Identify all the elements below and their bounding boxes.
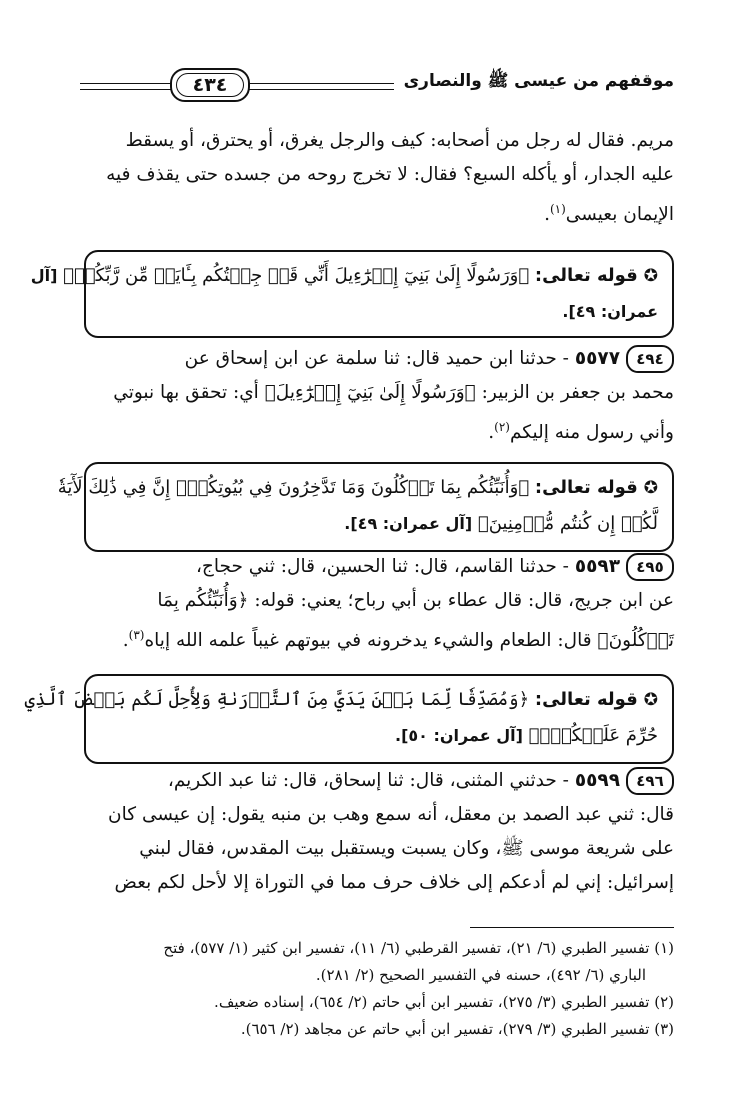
text-line: على شريعة موسى ﷺ، وكان يسبت ويستقبل بيت المقدس، فقال لبني — [139, 838, 674, 859]
verse-text: ﴿وَمُصَدِّقٗا لِّمَا بَيۡنَ يَدَيَّ مِنَ ٱلتَّوۡرَىٰةِ وَلِأُحِلَّ لَكُم بَعۡضَ ٱلَّذِي — [24, 689, 530, 710]
footnote: (٣) تفسير الطبري (٣/ ٢٧٩)، تفسير ابن أبي حاتم عن مجاهد (٢/ ٦٥٦). — [240, 1020, 674, 1038]
text-line: الإيمان بعيسى — [565, 204, 674, 226]
verse-reference: [آل عمران: ٤٩]. — [344, 514, 473, 533]
text-line: مريم. فقال له رجل من أصحابه: كيف والرجل يغرق، أو يحترق، أو يسقط — [125, 130, 674, 151]
hadith-id: ٥٥٩٣ — [574, 556, 620, 577]
text-line: محمد بن جعفر بن الزبير: ﴿وَرَسُولًا إِلَىٰ بَنِيٓ إِسۡرَٰٓءِيلَ﴾ أي: تحقق بها نبوتي — [113, 382, 674, 403]
hadith-entry: ٤٩٤٥٥٧٧ - حدثنا ابن حميد قال: ثنا سلمة عن ابن إسحاق عن محمد بن جعفر بن الزبير: ﴿وَرَسُولًا إِلَىٰ بَنِيٓ إِسۡرَٰٓءِيلَ﴾ أي: تحقق بها نبوتي وأني رسول منه إليكم$^{(٢)}$. — [76, 342, 674, 444]
footnote-ref[interactable]: (٣) — [128, 628, 145, 642]
verse-text: ﴿وَأُنَبِّئُكُم بِمَا تَأۡكُلُونَ وَمَا تَدَّخِرُونَ فِي بُيُوتِكُمۡۚ إِنَّ فِي ذَٰلِكَ لَأٓيَةٗ — [57, 477, 530, 498]
verse-reference: عمران: ٤٩]. — [562, 302, 658, 321]
hadith-number-badge: ٤٩٥ — [626, 553, 674, 581]
verse-lead: قوله تعالى: — [534, 265, 638, 286]
verse-box — [24, 674, 674, 764]
footnotes — [76, 935, 674, 1043]
verse-text: حُرِّمَ عَلَيۡكُمۡۚ﴾ — [528, 725, 658, 746]
footnote-divider — [470, 927, 674, 928]
star-icon: ✪ — [643, 690, 658, 710]
text-line: عليه الجدار، أو يأكله السبع؟ فقال: لا تخرج روحه من جسده حتى يقذف فيه — [106, 164, 674, 185]
hadith-entry: ٤٩٥٥٥٩٣ - حدثنا القاسم، قال: ثنا الحسين، قال: ثني حجاج، عن ابن جريج، قال: قال عطاء بن أبي رباح؛ يعني: قوله: ﴿وَأُنَبِّئُكُم بِمَا تَأۡكُلُونَ﴾ قال: الطعام والشيء يدخرونه في بيوتهم غيباً علمه الله إياه$^{(٣)}$. — [76, 550, 674, 652]
page-header — [80, 66, 674, 106]
verse-box — [30, 250, 674, 338]
verse-text: لَّكُمۡ إِن كُنتُم مُّؤۡمِنِينَ﴾ — [477, 513, 658, 534]
hadith-id: ٥٥٩٩ — [574, 770, 620, 791]
hadith-number-badge: ٤٩٤ — [626, 345, 674, 373]
hadith-number-badge: ٤٩٦ — [626, 767, 674, 795]
footnote: (٢) تفسير الطبري (٣/ ٢٧٥)، تفسير ابن أبي حاتم (٢/ ٦٥٤)، إسناده ضعيف. — [214, 993, 674, 1011]
verse-box — [57, 462, 674, 552]
footnote: (١) تفسير الطبري (٦/ ٢١)، تفسير القرطبي (٦/ ١١)، تفسير ابن كثير (١/ ٥٧٧)، فتح — [163, 939, 674, 957]
text-line: إسرائيل: إني لم أدعكم إلى خلاف حرف مما في التوراة إلا لأحل لكم بعض — [114, 872, 674, 893]
text-line: عن ابن جريج، قال: قال عطاء بن أبي رباح؛ يعني: قوله: ﴿وَأُنَبِّئُكُم بِمَا — [157, 590, 674, 611]
hadith-id: ٥٥٧٧ — [574, 348, 620, 369]
footnote-ref[interactable]: (١) — [549, 202, 566, 216]
footnote: الباري (٦/ ٤٩٢)، حسنه في التفسير الصحيح (٢/ ٢٨١). — [315, 966, 646, 984]
star-icon: ✪ — [643, 478, 658, 498]
intro-paragraph: مريم. فقال له رجل من أصحابه: كيف والرجل يغرق، أو يحترق، أو يسقط عليه الجدار، أو يأكله السبع؟ فقال: لا تخرج روحه من جسده حتى يقذف فيه الإيمان بعيسى$^{(١)}$. — [76, 124, 674, 226]
verse-lead: قوله تعالى: — [534, 477, 638, 498]
verse-lead: قوله تعالى: — [534, 689, 638, 710]
page-title: موقفهم من عيسى ﷺ والنصارى — [403, 71, 674, 91]
verse-reference: [آل عمران: ٥٠]. — [395, 726, 523, 745]
hadith-entry: ٤٩٦٥٥٩٩ - حدثني المثنى، قال: ثنا إسحاق، قال: ثنا عبد الكريم، قال: ثني عبد الصمد بن معقل، أنه سمع وهب بن منبه يقول: إن عيسى كان على شريعة موسى ﷺ، وكان يسبت ويستقبل بيت المقدس، فقال لبني إسرائيل: إني لم أدعكم إلى خلاف حرف مما في التوراة إلا لأحل لكم بعض — [76, 764, 674, 900]
verse-text: ﴿وَرَسُولًا إِلَىٰ بَنِيٓ إِسۡرَٰٓءِيلَ أَنِّي قَدۡ جِئۡتُكُم بِـَٔايَةٖ مِّن رَّبِّكُمۡ﴾ — [63, 265, 530, 286]
footnote-ref[interactable]: (٢) — [494, 420, 510, 434]
verse-reference: [آل — [30, 266, 58, 285]
text-line: قال: ثني عبد الصمد بن معقل، أنه سمع وهب بن منبه يقول: إن عيسى كان — [108, 804, 674, 825]
star-icon: ✪ — [643, 266, 658, 286]
page-number: ٤٣٤ — [170, 68, 250, 102]
